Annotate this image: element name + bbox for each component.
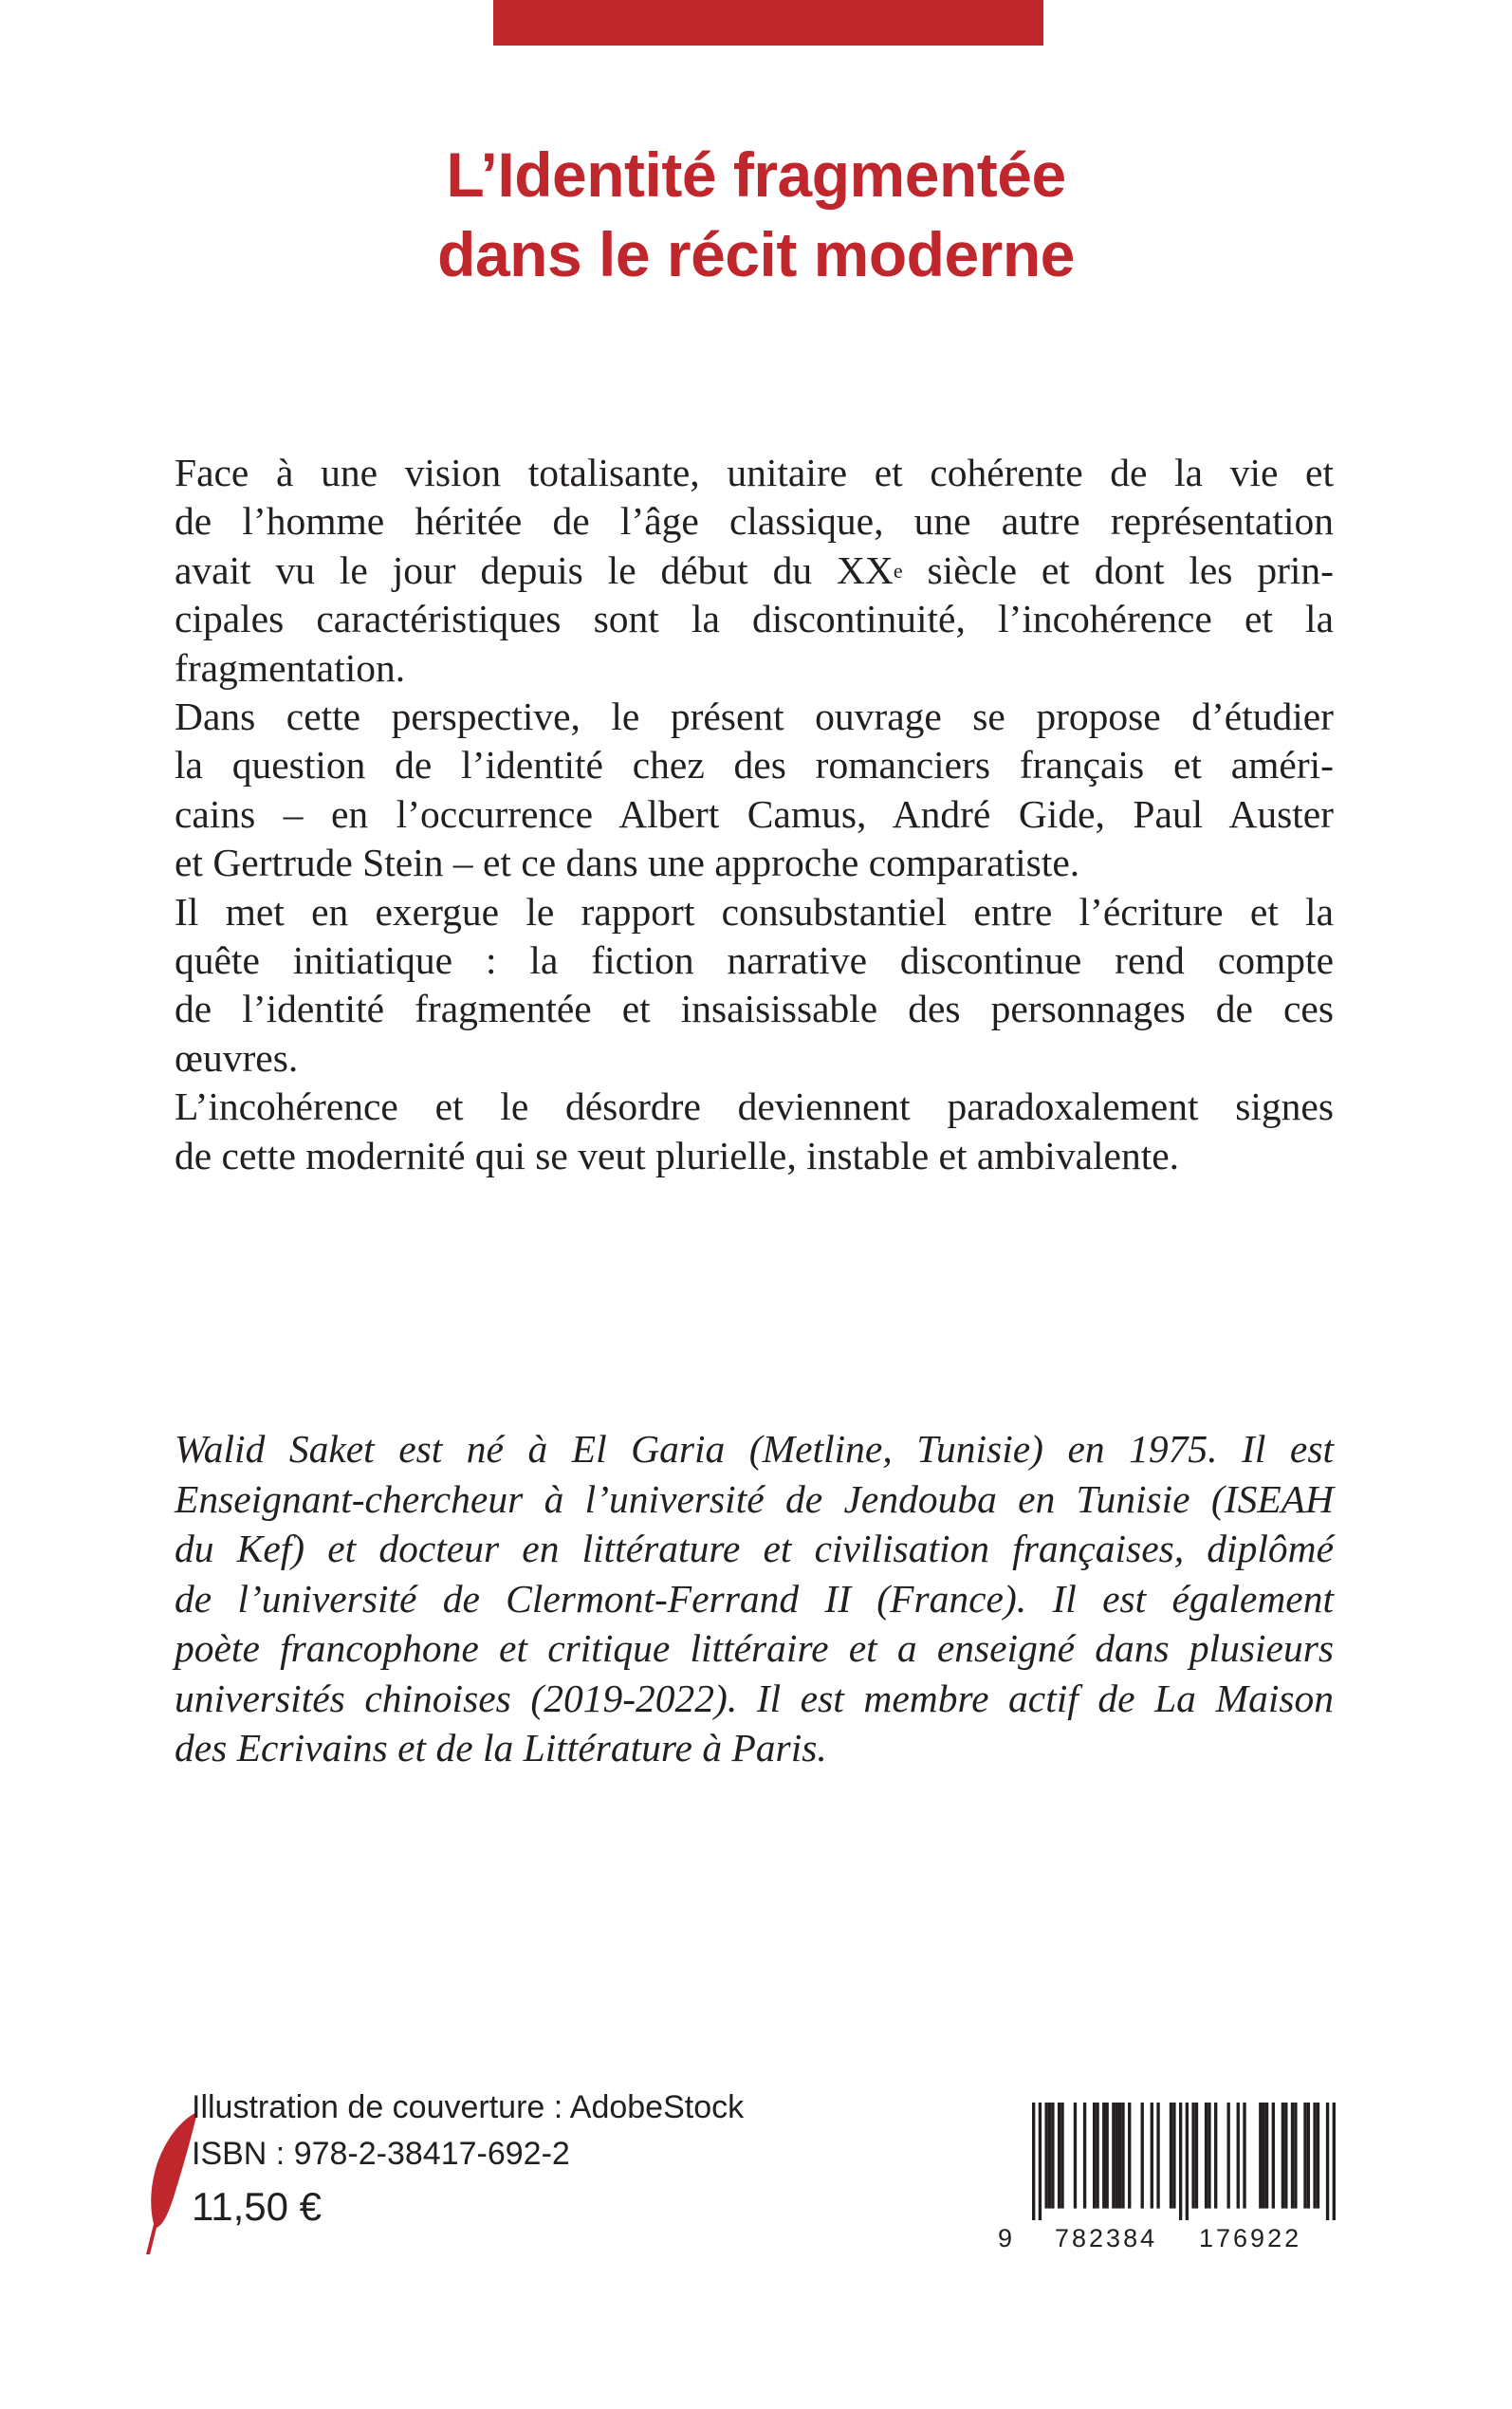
credits-block [192,2085,744,2234]
blurb-line: Face à une vision totalisante, unitaire et cohérente de la vie et [175,451,1334,494]
barcode-digit-first: 9 [998,2224,1016,2252]
bio-line: de l’université de Clermont-Ferrand II (France). Il est également [175,1576,1334,1621]
isbn-number: ISBN : 978-2-38417-692-2 [192,2136,570,2172]
barcode-bar [1291,2103,1294,2209]
barcode-bar [1317,2103,1319,2209]
barcode [1032,2103,1336,2220]
barcode-guard-bar [1039,2103,1042,2220]
book-title [0,135,1512,294]
title-line-1: L’Identité fragmentée [446,139,1066,210]
blurb-line-with-superscript [175,547,1334,595]
title-line-2: dans le récit moderne [437,219,1075,289]
illustration-credit: Illustration de couverture : AdobeStock [192,2089,745,2125]
bio-line: du Kef) et docteur en littérature et civilisation françaises, diplômé [175,1527,1334,1570]
barcode-bar [1263,2103,1265,2209]
blurb-line: de l’identité fragmentée et insaisissable des personnages de ces [175,987,1334,1031]
blurb-line: L’incohérence et le désordre deviennent paradoxalement signes [175,1084,1334,1129]
barcode-digits-left: 782384 [1055,2224,1158,2252]
back-cover-blurb [175,449,1334,1180]
barcode-bar [1141,2103,1144,2209]
barcode-bar [1214,2103,1217,2209]
bio-line: des Ecrivains et de la Littérature à Paris. [175,1726,827,1770]
barcode-guard-bar [1179,2103,1182,2220]
superscript-e: e [893,558,903,583]
barcode-bar [1060,2103,1063,2209]
barcode-bar [1105,2103,1108,2209]
barcode-bar [1294,2103,1297,2209]
barcode-digits-right: 176922 [1199,2224,1302,2252]
barcode-bar [1096,2103,1098,2209]
blurb-line: cains – en l’occurrence Albert Camus, André Gide, Paul Auster [175,791,1334,836]
barcode-bar [1272,2103,1275,2209]
barcode-bar [1083,2103,1086,2209]
barcode-bar [1112,2103,1115,2209]
top-color-band [493,0,1043,46]
barcode-bar [1284,2103,1287,2209]
barcode-bar [1156,2103,1159,2209]
barcode-bar [1116,2103,1118,2209]
barcode-bar [1205,2103,1208,2209]
blurb-line: cipales caractéristiques sont la discontinuité, l’incohérence et la [175,597,1334,641]
blurb-line: Il met en exergue le rapport consubstantiel entre l’écriture et la [175,889,1334,934]
barcode-bar [1051,2103,1054,2209]
barcode-bar [1102,2103,1105,2209]
barcode-bar [1170,2103,1172,2209]
barcode-bar [1128,2103,1131,2209]
bio-line: Walid Saket est né à El Garia (Metline, Tunisie) en 1975. Il est [175,1427,1334,1471]
feather-quill-icon [142,2110,199,2256]
blurb-line: de l’homme héritée de l’âge classique, une autre représentation [175,499,1334,544]
barcode-bar [1259,2103,1262,2209]
barcode-bar [1208,2103,1210,2209]
barcode-bar [1151,2103,1153,2209]
barcode-guard-bar [1326,2103,1329,2220]
blurb-text: avait vu le jour depuis le début du XX [175,547,894,592]
barcode-bar [1226,2103,1229,2209]
bio-line: universités chinoises (2019-2022). Il est membre actif de La Maison [175,1676,1334,1720]
blurb-line: fragmentation. [175,645,406,690]
barcode-bar [1282,2103,1284,2209]
barcode-bar [1172,2103,1175,2209]
blurb-line: Dans cette perspective, le présent ouvrage se propose d’étudier [175,695,1334,739]
barcode-bar [1044,2103,1047,2209]
blurb-line: œuvres. [175,1035,299,1080]
barcode-guard-bar [1186,2103,1189,2220]
barcode-bar [1058,2103,1060,2209]
barcode-bar [1265,2103,1268,2209]
bio-line: poète francophone et critique littéraire et a enseigné dans plusieurs [175,1626,1334,1670]
price: 11,50 € [192,2184,323,2229]
barcode-bar [1191,2103,1194,2209]
barcode-bar [1313,2103,1316,2209]
barcode-bar [1195,2103,1198,2209]
barcode-bar [1237,2103,1240,2209]
barcode-bar [1121,2103,1124,2209]
barcode-bar [1048,2103,1051,2209]
blurb-line: de cette modernité qui se veut plurielle, instable et ambivalente. [175,1133,1180,1177]
barcode-guard-bar [1333,2103,1336,2220]
blurb-text: siècle et dont les prin- [902,547,1334,592]
barcode-bar [1243,2103,1245,2209]
barcode-bar [1303,2103,1306,2209]
barcode-bar [1307,2103,1310,2209]
blurb-line: et Gertrude Stein – et ce dans une approche comparatiste. [175,841,1080,885]
barcode-guard-bar [1032,2103,1035,2220]
bio-line: Enseignant-chercheur à l’université de Jendouba en Tunisie (ISEAH [175,1476,1334,1521]
blurb-line: la question de l’identité chez des romanciers français et améri- [175,743,1334,788]
barcode-bar [1093,2103,1096,2209]
barcode-bar [1118,2103,1121,2209]
barcode-bar [1074,2103,1077,2209]
blurb-line: quête initiatique : la fiction narrative discontinue rend compte [175,938,1334,983]
author-biography [175,1424,1334,1773]
